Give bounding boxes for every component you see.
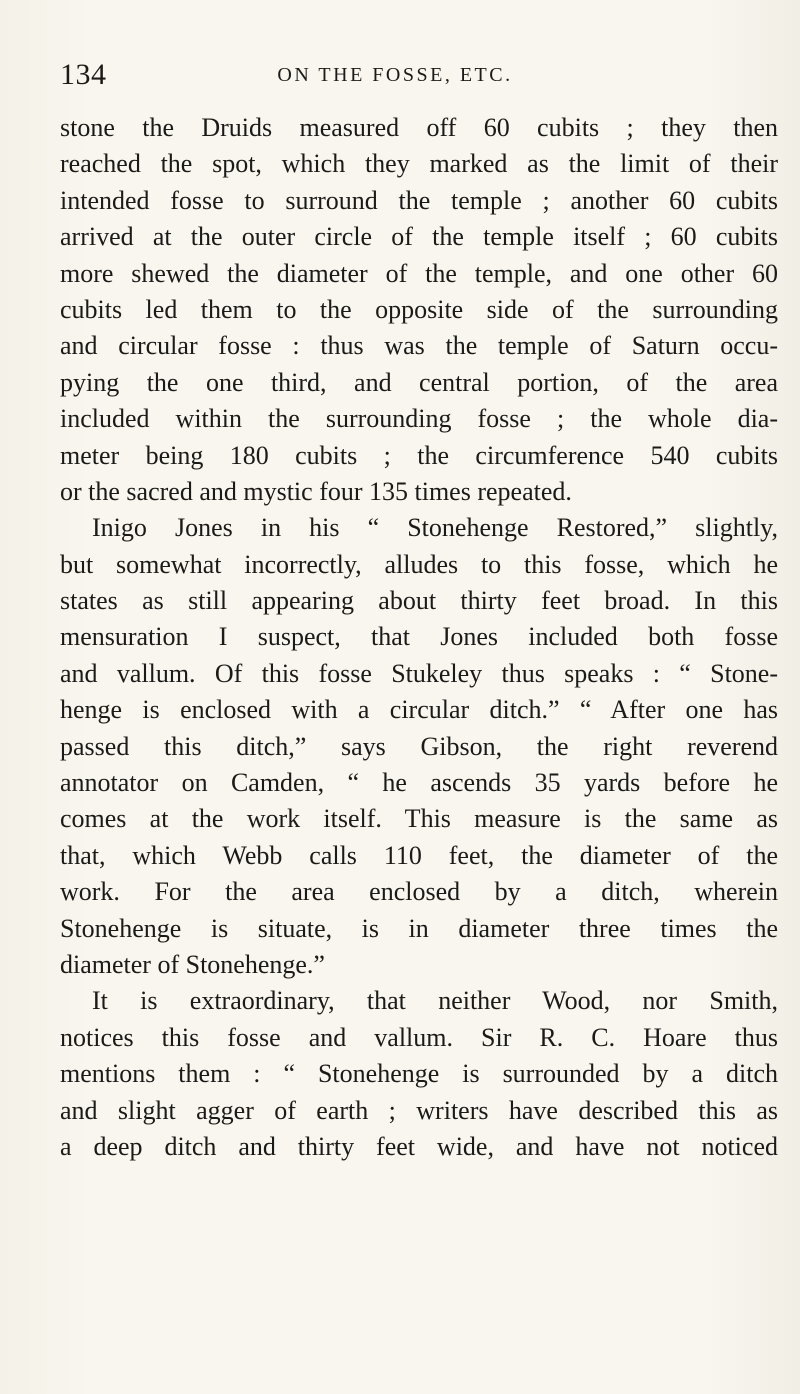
text-line: mentions them : “ Stonehenge is surrounded by a ditch xyxy=(60,1059,778,1089)
text-line: passed this ditch,” says Gibson, the right reverend xyxy=(60,731,778,761)
running-title: ON THE FOSSE, ETC. xyxy=(277,64,513,86)
body-text xyxy=(60,110,778,1165)
page-header xyxy=(60,58,770,98)
text-line: comes at the work itself. This measure is the same as xyxy=(60,804,778,834)
paragraph-first-line: It is extraordinary, that neither Wood, nor Smith, xyxy=(92,986,778,1016)
text-line: arrived at the outer circle of the temple itself ; 60 cubits xyxy=(60,222,778,252)
text-line: intended fosse to surround the temple ; another 60 cubits xyxy=(60,185,778,215)
text-line: meter being 180 cubits ; the circumference 540 cubits xyxy=(60,440,778,470)
text-line: diameter of Stonehenge.” xyxy=(60,949,325,979)
text-line: mensuration I suspect, that Jones included both fosse xyxy=(60,622,778,652)
text-line: included within the surrounding fosse ; the whole dia- xyxy=(60,404,778,434)
text-line: and circular fosse : thus was the temple of Saturn occu- xyxy=(60,331,778,361)
text-line: or the sacred and mystic four 135 times repeated. xyxy=(60,476,572,506)
text-line: cubits led them to the opposite side of the surrounding xyxy=(60,294,778,324)
page-number: 134 xyxy=(60,58,107,91)
text-line: annotator on Camden, “ he ascends 35 yards before he xyxy=(60,768,778,798)
paragraph-first-line: Inigo Jones in his “ Stonehenge Restored,” slightly, xyxy=(92,513,778,543)
text-line: reached the spot, which they marked as the limit of their xyxy=(60,149,778,179)
text-line: and slight agger of earth ; writers have described this as xyxy=(60,1095,778,1125)
text-line: stone the Druids measured off 60 cubits ; they then xyxy=(60,113,778,142)
text-line: and vallum. Of this fosse Stukeley thus speaks : “ Stone- xyxy=(60,658,778,688)
text-line: that, which Webb calls 110 feet, the diameter of the xyxy=(60,840,778,870)
text-line: henge is enclosed with a circular ditch.” “ After one has xyxy=(60,695,778,725)
text-line: work. For the area enclosed by a ditch, wherein xyxy=(60,877,778,907)
text-line: pying the one third, and central portion, of the area xyxy=(60,367,778,397)
text-line: a deep ditch and thirty feet wide, and have not noticed xyxy=(60,1131,778,1161)
text-line: notices this fosse and vallum. Sir R. C. Hoare thus xyxy=(60,1022,778,1052)
text-line: more shewed the diameter of the temple, and one other 60 xyxy=(60,258,778,288)
text-line: states as still appearing about thirty feet broad. In this xyxy=(60,586,778,616)
text-line: Stonehenge is situate, is in diameter three times the xyxy=(60,913,778,943)
text-line: but somewhat incorrectly, alludes to this fosse, which he xyxy=(60,549,778,579)
